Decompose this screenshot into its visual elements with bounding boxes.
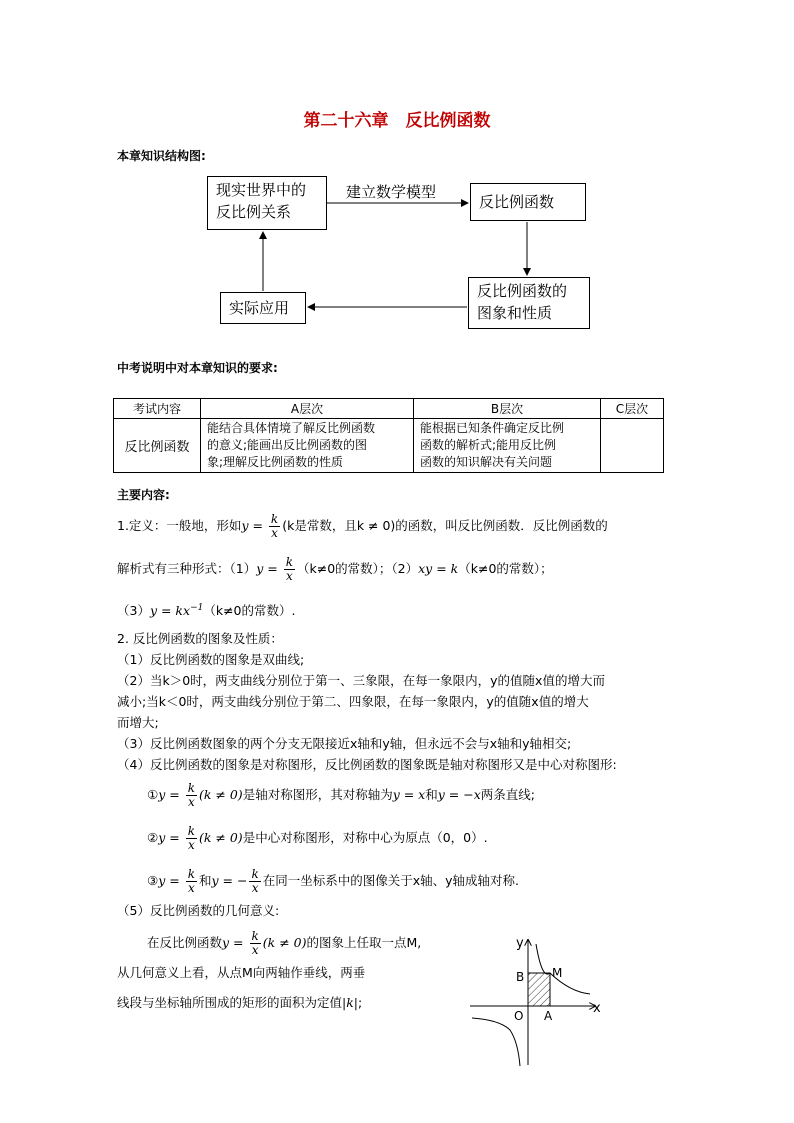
math: y — [241, 518, 249, 533]
math: = — [432, 561, 451, 576]
label-a: A — [544, 1009, 553, 1023]
fraction — [186, 825, 197, 852]
text: 两条直线; — [480, 787, 535, 802]
box-graph-line2: 图象和性质 — [477, 304, 553, 322]
math: (k ≠ 0) — [198, 787, 243, 802]
table-header-row — [114, 399, 664, 419]
diagram-arrows — [0, 0, 794, 400]
fraction — [269, 513, 280, 540]
math: y = — [158, 787, 184, 802]
box-function-label: 反比例函数 — [479, 193, 555, 211]
math: y = − — [211, 873, 248, 888]
prop-2-line3: 而增大; — [117, 715, 159, 730]
math: xy — [418, 561, 433, 576]
cell-b — [414, 419, 601, 473]
math: y — [256, 561, 264, 576]
text: （k≠0的常数）； — [458, 561, 553, 576]
prop-4: （4）反比例函数的图象是对称图形，反比例函数的图象既是轴对称图形又是中心对称图形: — [117, 757, 617, 772]
symmetry-3 — [147, 868, 519, 895]
header-content: 考试内容 — [114, 399, 201, 419]
requirements-table — [113, 398, 664, 473]
numerator: k — [285, 555, 293, 569]
denominator: x — [285, 569, 293, 583]
label-x: x — [593, 1001, 601, 1016]
text: ; — [358, 995, 363, 1010]
math: y = — [158, 830, 184, 845]
math: = — [263, 561, 282, 576]
hyperbola-figure — [460, 930, 620, 1070]
text: 和 — [425, 787, 438, 802]
math: = — [248, 518, 267, 533]
denominator: x — [251, 881, 259, 895]
numerator: k — [187, 781, 195, 795]
cell-b-line: 能根据已知条件确定反比例 — [420, 421, 565, 435]
prop-1: （1）反比例函数的图象是双曲线; — [117, 652, 305, 667]
label-m: M — [552, 966, 563, 980]
cell-a — [201, 419, 414, 473]
text: 线段与坐标轴所围成的矩形的面积为定值 — [117, 995, 343, 1010]
header-c: C层次 — [601, 399, 664, 419]
label-y: y — [516, 936, 524, 951]
text: 和 — [198, 873, 212, 888]
math: (k ≠ 0) — [198, 830, 243, 845]
math: |k| — [342, 995, 359, 1010]
text: 在反比例函数 — [147, 935, 223, 950]
prop-5: （5）反比例函数的几何意义: — [117, 903, 280, 918]
denominator: x — [187, 838, 195, 852]
cell-a-line: 的意义;能画出反比例函数的图 — [207, 438, 368, 452]
area-rectangle — [528, 973, 550, 1006]
math: k — [450, 561, 459, 576]
box-graph-line1: 反比例函数的 — [477, 282, 568, 300]
cell-a-line: 能结合具体情境了解反比例函数 — [207, 421, 376, 435]
text: （k≠0的常数）；（2） — [296, 561, 419, 576]
exponent: −1 — [190, 603, 204, 613]
box-real-world-line2: 反比例关系 — [216, 203, 292, 221]
denominator: x — [251, 943, 259, 957]
cell-a-line: 象;理解反比例函数的性质 — [207, 455, 344, 469]
text: 是中心对称图形，对称中心为原点（0，0）. — [242, 830, 488, 845]
math: y = — [222, 935, 248, 950]
def-line-1 — [117, 513, 608, 540]
section-2-heading: 2. 反比例函数的图象及性质： — [117, 631, 283, 646]
math: y = — [158, 873, 184, 888]
text: (k是常数，且k ≠ 0)的函数，叫反比例函数．反比例函数的 — [282, 518, 608, 533]
box-application-label: 实际应用 — [229, 299, 290, 317]
table-row — [114, 419, 664, 473]
denominator: x — [187, 795, 195, 809]
def-line-2 — [117, 556, 553, 583]
text: 在同一坐标系中的图像关于x轴、y轴成轴对称. — [262, 873, 520, 888]
cell-b-line: 函数的解析式;能用反比例 — [420, 438, 557, 452]
numerator: k — [187, 867, 195, 881]
cell-b-line: 函数的知识解决有关问题 — [420, 455, 553, 469]
prop-3: （3）反比例函数图象的两个分支无限接近x轴和y轴，但永远不会与x轴和y轴相交; — [117, 736, 572, 751]
edge-label-model: 建立数学模型 — [346, 183, 437, 201]
label-b: B — [516, 970, 525, 984]
math: y = x — [392, 787, 426, 802]
requirement-heading: 中考说明中对本章知识的要求: — [117, 361, 278, 375]
label-o: O — [514, 1009, 524, 1023]
numerator: k — [270, 512, 279, 526]
denominator: x — [271, 526, 278, 540]
text: 的图象上任取一点M, — [306, 935, 422, 950]
header-a: A层次 — [201, 399, 414, 419]
cell-c — [601, 419, 664, 473]
geometry-line-2: 从几何意义上看，从点M向两轴作垂线，两垂 — [117, 965, 366, 980]
box-real-world-line1: 现实世界中的 — [216, 181, 307, 199]
text: ③ — [147, 873, 159, 888]
def-line-3 — [117, 599, 295, 620]
prop-2-line1: （2）当k＞0时，两支曲线分别位于第一、三象限，在每一象限内，y的值随x值的增大而 — [117, 673, 605, 688]
fraction — [284, 556, 295, 583]
hyperbola-branch-2 — [472, 1018, 520, 1066]
math: (k ≠ 0) — [262, 935, 307, 950]
math: y = −x — [437, 787, 481, 802]
text: （k≠0的常数）. — [203, 603, 296, 619]
symmetry-2 — [147, 825, 488, 852]
fraction — [186, 868, 197, 895]
denominator: x — [187, 881, 195, 895]
structure-heading: 本章知识结构图: — [117, 149, 206, 163]
numerator: k — [251, 929, 259, 943]
fraction — [249, 868, 260, 895]
geometry-line-3 — [117, 994, 362, 1012]
page-title: 第二十六章 反比例函数 — [303, 111, 491, 131]
text: 解析式有三种形式：（1） — [117, 561, 257, 576]
numerator: k — [251, 867, 259, 881]
numerator: k — [187, 824, 195, 838]
text: ② — [147, 830, 159, 845]
cell-subject: 反比例函数 — [114, 419, 201, 473]
text: （3） — [117, 603, 150, 619]
text: ① — [147, 787, 159, 802]
fraction — [186, 782, 197, 809]
prop-2-line2: 减小;当k＜0时，两支曲线分别位于第二、四象限，在每一象限内，y的值随x值的增大 — [117, 694, 589, 709]
symmetry-1 — [147, 782, 535, 809]
text: 是轴对称图形，其对称轴为 — [242, 787, 393, 802]
main-heading: 主要内容: — [117, 488, 170, 502]
fraction — [250, 930, 261, 957]
header-b: B层次 — [414, 399, 601, 419]
geometry-line-1 — [147, 930, 421, 957]
text: 1.定义：一般地，形如 — [117, 518, 242, 533]
math: y = kx — [149, 603, 191, 619]
